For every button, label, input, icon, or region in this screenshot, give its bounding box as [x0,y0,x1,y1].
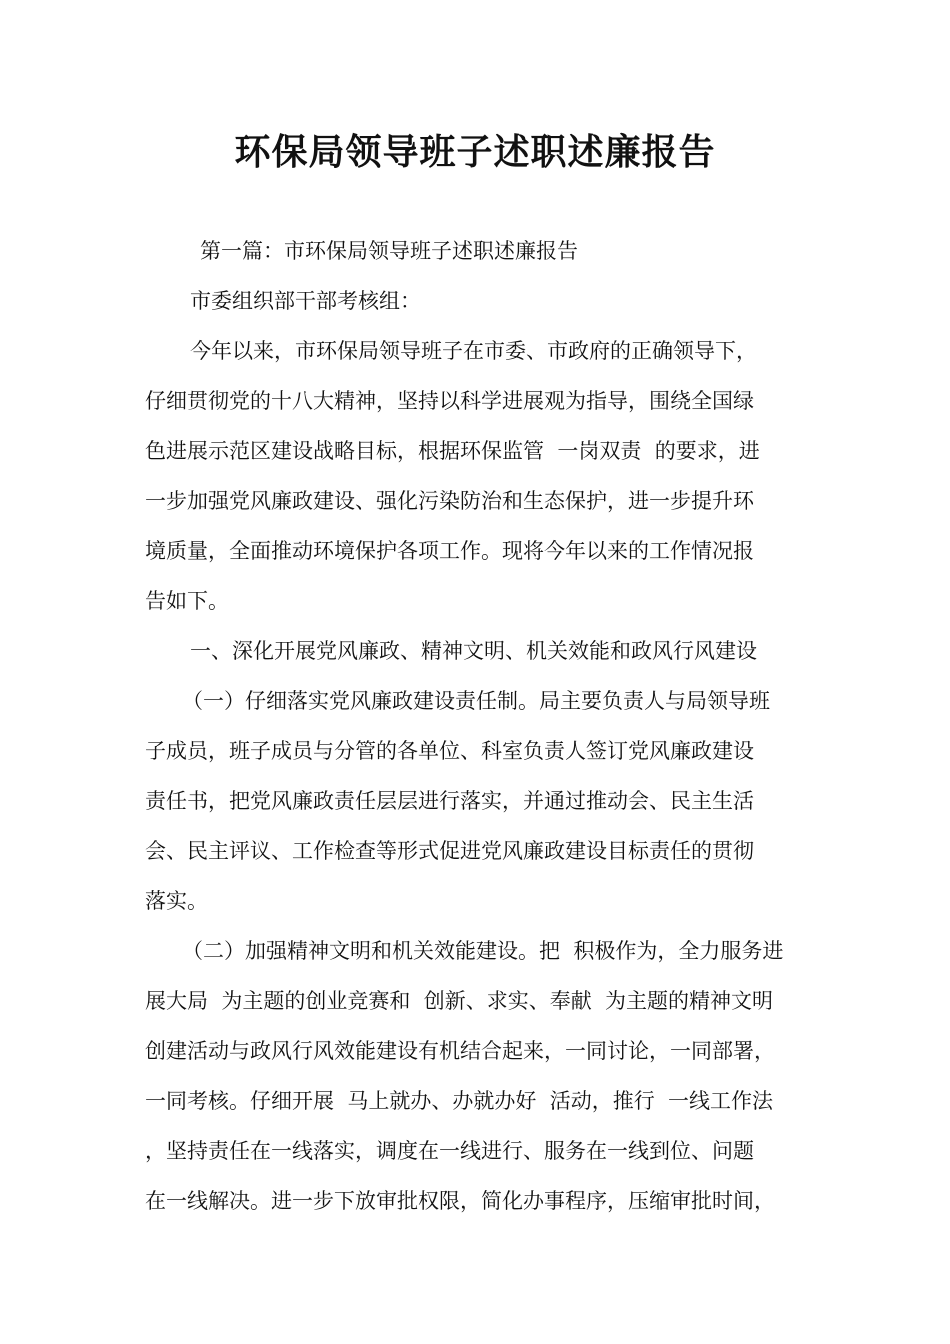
body-line: 境质量，全面推动环境保护各项工作。现将今年以来的工作情况报 [145,539,754,563]
document-title: 环保局领导班子述职述廉报告 [234,132,716,173]
body-line: 一步加强党风廉政建设、强化污染防治和生态保护，进一步提升环 [145,489,754,513]
body-line: 色进展示范区建设战略目标，根据环保监管 一岗双责 的要求，进 [145,439,760,463]
body-line: 告如下。 [145,589,229,613]
body-line: 展大局 为主题的创业竞赛和 创新、求实、奉献 为主题的精神文明 [145,989,774,1013]
body-line: 一同考核。仔细开展 马上就办、办就办好 活动，推行 一线工作法 [145,1089,774,1113]
body-line: 创建活动与政风行风效能建设有机结合起来，一同讨论，一同部署， [145,1039,775,1063]
body-line: （二）加强精神文明和机关效能建设。把 积极作为，全力服务进 [182,939,784,963]
body-line: 今年以来，市环保局领导班子在市委、市政府的正确领导下， [190,339,757,363]
body-line: 仔细贯彻党的十八大精神，坚持以科学进展观为指导，围绕全国绿 [145,389,754,413]
body-line: 责任书，把党风廉政责任层层进行落实，并通过推动会、民主生活 [145,789,754,813]
body-line: 会、民主评议、工作检查等形式促进党风廉政建设目标责任的贯彻 [145,839,754,863]
section-heading: 一、深化开展党风廉政、精神文明、机关效能和政风行风建设 [190,639,757,663]
body-line: 子成员，班子成员与分管的各单位、科室负责人签订党风廉政建设 [145,739,754,763]
subtitle-line: 第一篇：市环保局领导班子述职述廉报告 [200,239,578,263]
salutation-line: 市委组织部干部考核组： [190,289,421,313]
body-line: 落实。 [145,889,208,913]
body-line: （一）仔细落实党风廉政建设责任制。局主要负责人与局领导班 [182,689,770,713]
body-line: 在一线解决。进一步下放审批权限，简化办事程序，压缩审批时间， [145,1189,775,1213]
body-line: ，坚持责任在一线落实，调度在一线进行、服务在一线到位、问题 [145,1139,754,1163]
